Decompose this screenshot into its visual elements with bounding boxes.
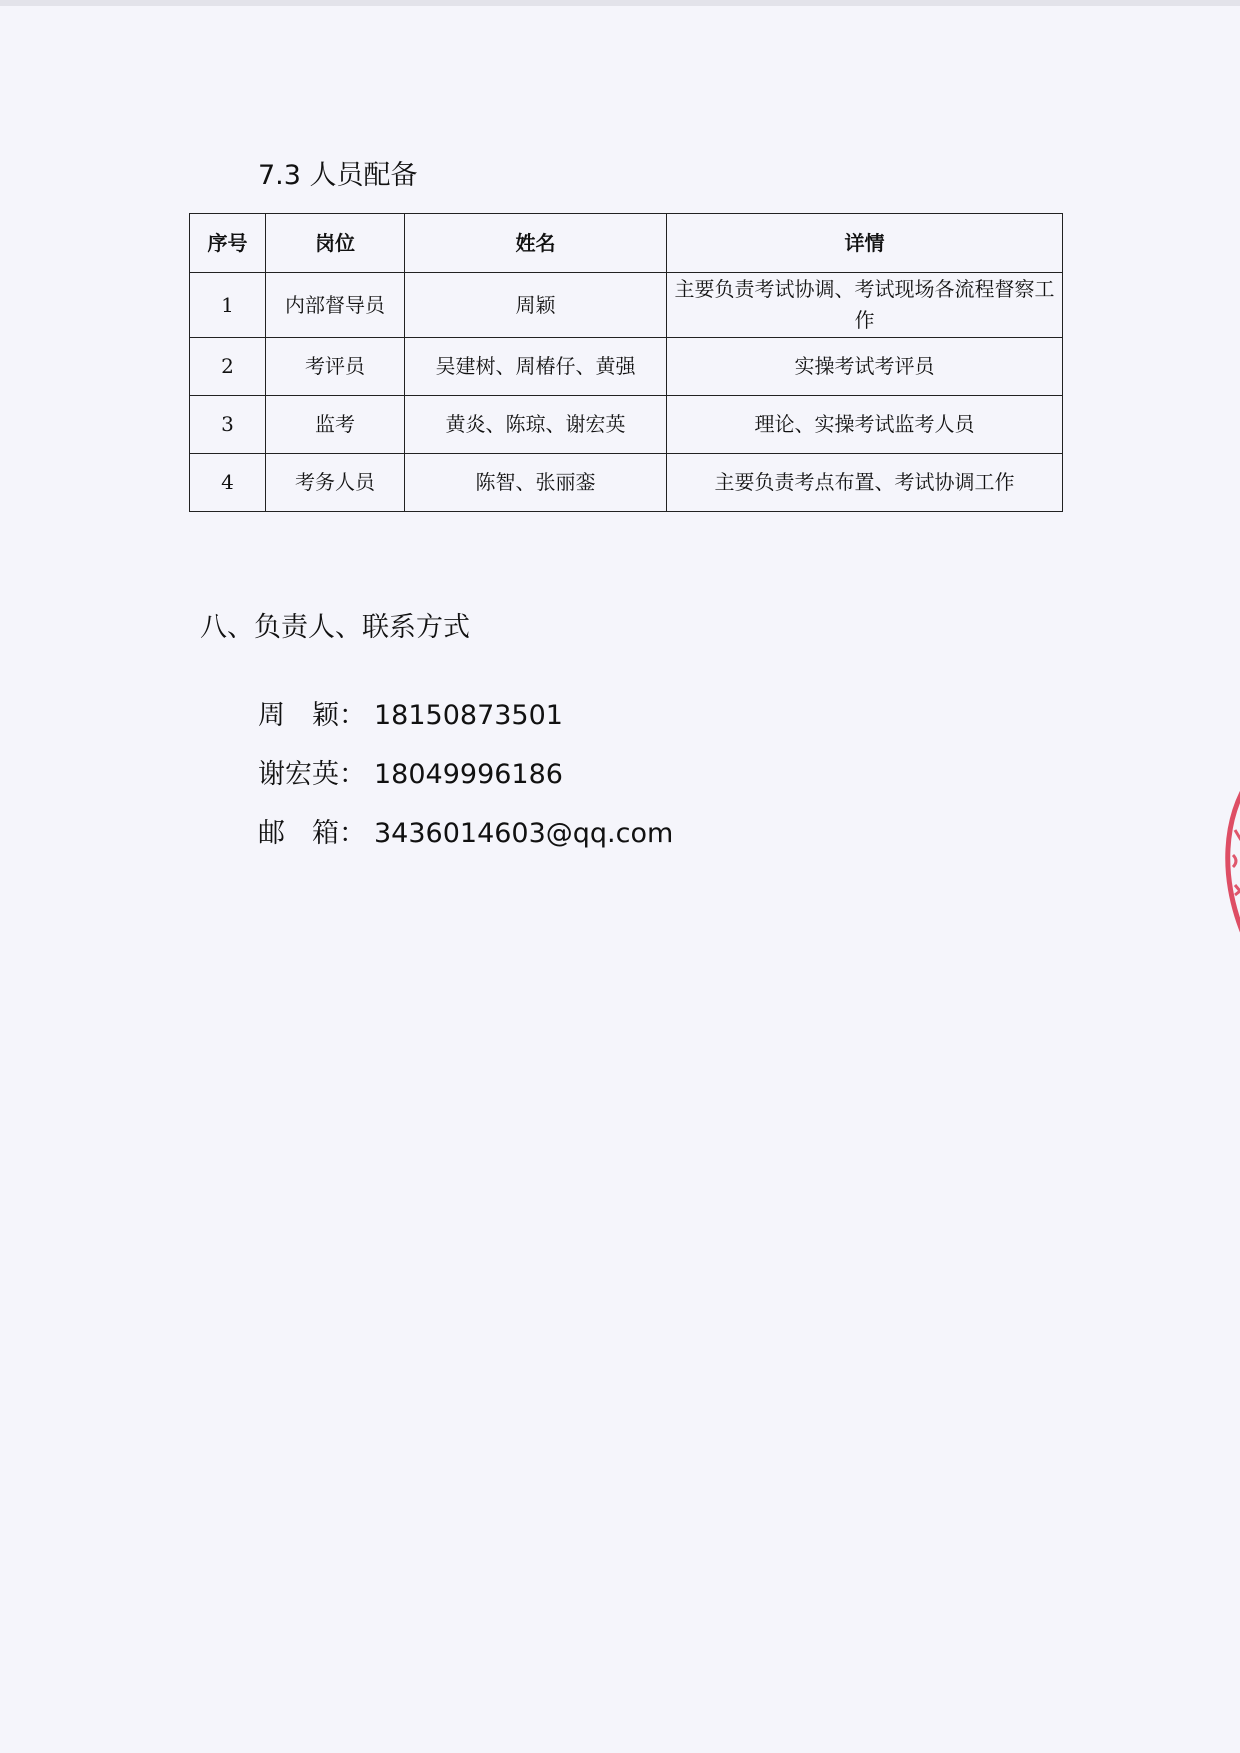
header-position: 岗位	[266, 214, 405, 273]
contact-label: 谢宏英：	[258, 759, 366, 790]
red-seal-stamp-fragment	[1205, 775, 1240, 945]
table-row	[190, 454, 1063, 512]
section-heading: 7.3 人员配备	[258, 160, 418, 191]
cell-no: 2	[190, 338, 266, 396]
cell-details: 主要负责考试协调、考试现场各流程督察工作	[667, 273, 1063, 338]
cell-no: 4	[190, 454, 266, 512]
header-names: 姓名	[405, 214, 667, 273]
header-details: 详情	[667, 214, 1063, 273]
contact-phone: 18150873501	[374, 700, 563, 731]
cell-names: 黄炎、陈琼、谢宏英	[405, 396, 667, 454]
cell-details: 主要负责考点布置、考试协调工作	[667, 454, 1063, 512]
scan-top-edge	[0, 0, 1240, 6]
cell-names: 陈智、张丽銮	[405, 454, 667, 512]
table-header-row	[190, 214, 1063, 273]
cell-position: 内部督导员	[266, 273, 405, 338]
contact-label: 周 颖：	[258, 700, 366, 731]
cell-no: 1	[190, 273, 266, 338]
staff-table	[189, 213, 1063, 512]
contact-xie-hongying	[258, 755, 563, 795]
table-row	[190, 273, 1063, 338]
cell-no: 3	[190, 396, 266, 454]
cell-details: 实操考试考评员	[667, 338, 1063, 396]
cell-position: 监考	[266, 396, 405, 454]
header-no: 序号	[190, 214, 266, 273]
cell-position: 考评员	[266, 338, 405, 396]
contacts-heading: 八、负责人、联系方式	[200, 612, 470, 643]
cell-names: 周颖	[405, 273, 667, 338]
contact-label: 邮 箱：	[258, 818, 366, 849]
cell-names: 吴建树、周椿仔、黄强	[405, 338, 667, 396]
contact-email-value: 3436014603@qq.com	[374, 818, 674, 849]
contact-phone: 18049996186	[374, 759, 563, 790]
table-row	[190, 338, 1063, 396]
cell-position: 考务人员	[266, 454, 405, 512]
table-row	[190, 396, 1063, 454]
contact-zhou-ying	[258, 696, 563, 736]
contact-email	[258, 814, 673, 854]
cell-details: 理论、实操考试监考人员	[667, 396, 1063, 454]
